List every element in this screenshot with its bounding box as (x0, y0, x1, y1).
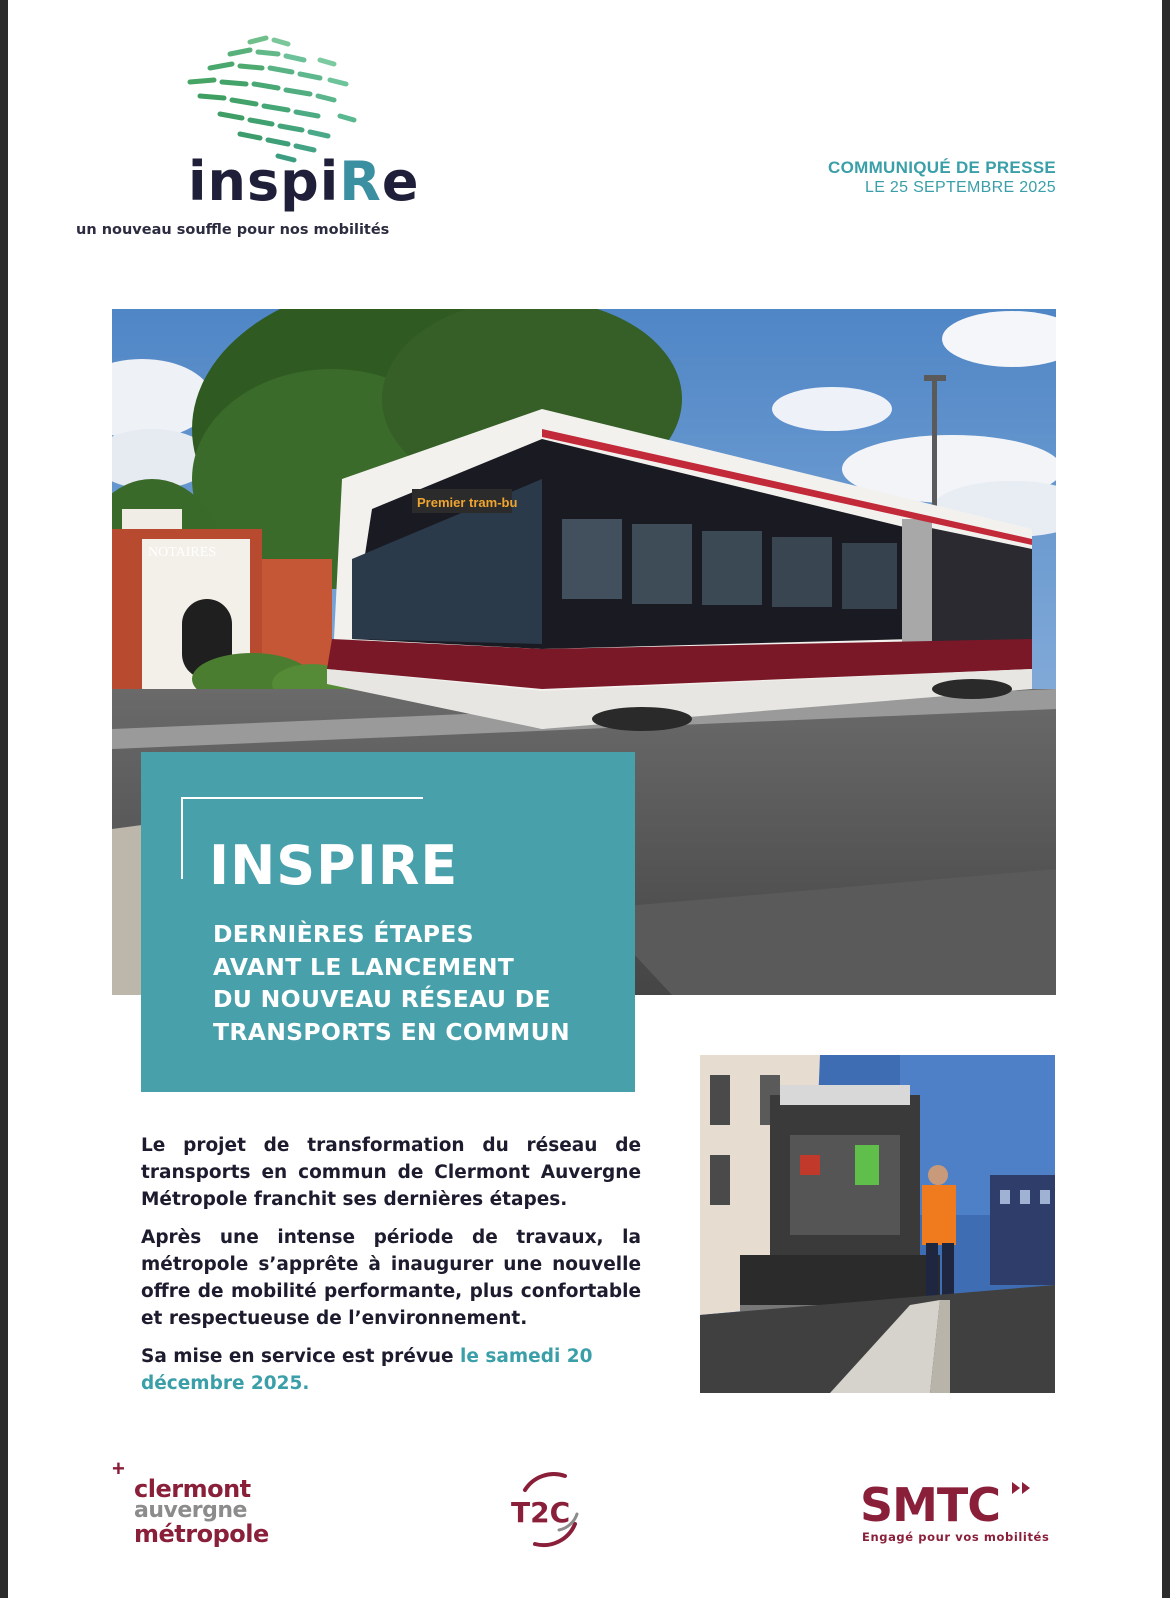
smtc-chevrons-icon (1010, 1480, 1034, 1496)
subtitle-line: AVANT LE LANCEMENT (213, 952, 515, 981)
subtitle-line: DU NOUVEAU RÉSEAU DE (213, 985, 551, 1013)
title-bracket-left (181, 797, 183, 879)
title-bracket-top (181, 797, 423, 799)
smtc-wordmark: SMTC (860, 1478, 1001, 1532)
t2c-logo (505, 1470, 595, 1550)
clermont-auvergne-metropole-logo (112, 1456, 269, 1550)
main-title: INSPIRE (209, 834, 459, 897)
notaires-sign: NOTAIRES (148, 545, 217, 560)
press-header (828, 158, 1056, 197)
cam-line-3: métropole (134, 1520, 269, 1548)
paragraph-1: Le projet de transformation du réseau de transports en commun de Clermont Auvergne Métropole franchit ses dernières étapes. (141, 1135, 641, 1210)
title-box (141, 752, 635, 1092)
inspire-logo (60, 30, 420, 270)
logo-tagline: un nouveau souffle pour nos mobilités (76, 222, 390, 238)
t2c-wordmark: T2C (511, 1496, 571, 1529)
launch-date-highlight: le samedi 20 décembre 2025. (141, 1346, 593, 1394)
paragraph-2: Après une intense période de travaux, la métropole s’apprête à inaugurer une nouvelle offre de mobilité performante, plus confortable et respectueuse de l’environnement. (141, 1227, 641, 1329)
roadworks-photo (700, 1055, 1055, 1393)
logo-wordmark: inspiRe (188, 150, 420, 213)
subtitle-line: DERNIÈRES ÉTAPES (213, 920, 474, 948)
press-title: COMMUNIQUÉ DE PRESSE (828, 158, 1056, 177)
body-text (141, 1132, 641, 1408)
paragraph-3 (141, 1343, 641, 1397)
left-border (0, 0, 8, 1598)
smtc-logo (860, 1478, 1060, 1548)
roadworks-illustration (700, 1055, 1055, 1393)
cam-line-2: auvergne (134, 1498, 247, 1523)
subtitle-line: TRANSPORTS EN COMMUN (213, 1017, 570, 1046)
paragraph-3-text: Sa mise en service est prévue (141, 1346, 461, 1367)
cam-line-1: clermont (134, 1475, 251, 1503)
subtitle (213, 918, 570, 1048)
logo-wind-dashes-icon (170, 30, 370, 170)
press-date: LE 25 SEPTEMBRE 2025 (865, 179, 1056, 196)
right-border (1162, 0, 1170, 1598)
tram-display-text: Premier tram-bu (417, 495, 518, 510)
cam-plus-icon: + (112, 1456, 125, 1481)
smtc-tagline: Engagé pour vos mobilités (862, 1530, 1050, 1544)
